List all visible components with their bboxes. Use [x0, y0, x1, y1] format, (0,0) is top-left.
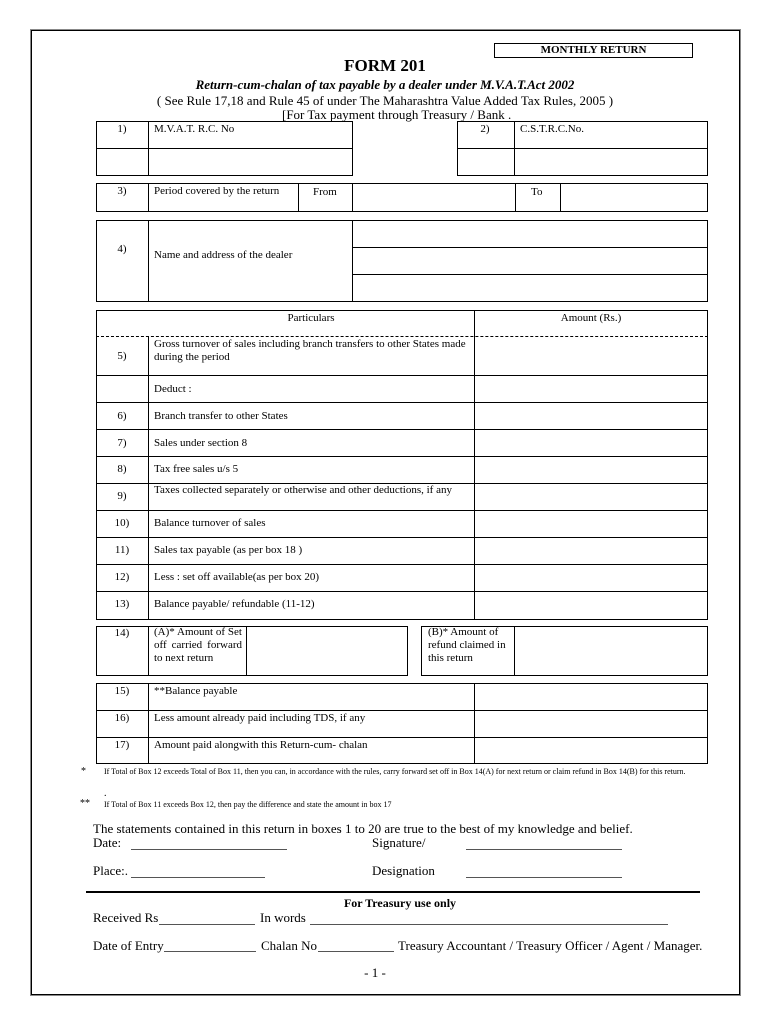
col-particulars: Particulars — [287, 312, 335, 324]
box-14a-text: (A)* Amount of Set off carried forward to next return — [154, 626, 242, 664]
row-7-amount[interactable] — [475, 430, 707, 456]
payment-line: [For Tax payment through Treasury / Bank . — [282, 107, 512, 122]
row-9-amount[interactable] — [475, 484, 707, 510]
date-of-entry-label: Date of Entry — [93, 938, 164, 953]
row-12-number: 12) — [114, 571, 130, 583]
row-5-text: Gross turnover of sales including branch transfers to other States made during the period — [154, 338, 466, 363]
received-label: Received Rs — [93, 910, 159, 925]
row-13-number: 13) — [114, 598, 130, 610]
place-label: Place:. — [93, 863, 129, 878]
date-label: Date: — [93, 835, 122, 850]
row-7-text: Sales under section 8 — [154, 437, 248, 449]
row-6-text: Branch transfer to other States — [154, 410, 288, 422]
form-subtitle: Return-cum-chalan of tax payable by a dealer under M.V.A.T.Act 2002 — [195, 77, 575, 92]
box-2-number: 2) — [480, 123, 490, 135]
rule-line: ( See Rule 17,18 and Rule 45 of under The Maharashtra Value Added Tax Rules, 2005 ) — [156, 93, 614, 108]
period-to-input[interactable] — [561, 184, 707, 211]
row-5-amount[interactable] — [475, 337, 707, 375]
row-16-amount[interactable] — [475, 711, 707, 737]
to-label: To — [531, 186, 543, 198]
treasury-officer-label: Treasury Accountant / Treasury Officer / Agent / Manager. — [398, 938, 703, 953]
box-14-number: 14) — [114, 627, 130, 639]
in-words-label: In words — [260, 910, 306, 925]
deduct-label: Deduct : — [154, 383, 192, 395]
row-10-text: Balance turnover of sales — [154, 517, 266, 529]
row-10-number: 10) — [114, 517, 130, 529]
dealer-name-input-2[interactable] — [353, 248, 707, 274]
box-1-number: 1) — [117, 123, 127, 135]
dealer-name-input-3[interactable] — [353, 275, 707, 301]
box-14a-amount[interactable] — [247, 627, 407, 675]
note-1-marker: * — [81, 766, 86, 777]
in-words-input[interactable] — [310, 924, 668, 925]
row-15-amount[interactable] — [475, 684, 707, 710]
place-input[interactable] — [131, 877, 265, 878]
box-14b-amount[interactable] — [515, 627, 707, 675]
col-amount: Amount (Rs.) — [560, 312, 622, 324]
row-5-number: 5) — [117, 350, 127, 362]
note-1-text: If Total of Box 12 exceeds Total of Box 11, then you can, in accordance with the rules, carry forward set off in Box 14(A) for next return or claim refund in Box 14(B) for this return. — [104, 767, 686, 776]
row-11-text: Sales tax payable (as per box 18 ) — [154, 544, 303, 556]
designation-input[interactable] — [466, 877, 622, 878]
row-13-amount[interactable] — [475, 592, 707, 619]
row-9-number: 9) — [117, 490, 127, 502]
row-8-text: Tax free sales u/s 5 — [154, 463, 239, 475]
row-17-number: 17) — [114, 739, 130, 751]
row-8-number: 8) — [117, 463, 127, 475]
signature-input[interactable] — [466, 849, 622, 850]
declaration-statement: The statements contained in this return in boxes 1 to 20 are true to the best of my knowledge and belief. — [93, 821, 633, 836]
row-17-text: Amount paid alongwith this Return-cum- chalan — [154, 739, 368, 751]
date-input[interactable] — [131, 849, 287, 850]
row-9-text: Taxes collected separately or otherwise and other deductions, if any — [154, 484, 452, 496]
note-2-marker: ** — [80, 798, 90, 809]
row-13-text: Balance payable/ refundable (11-12) — [154, 598, 315, 610]
row-11-amount[interactable] — [475, 538, 707, 564]
row-16-number: 16) — [114, 712, 130, 724]
page-number: - 1 - — [364, 965, 386, 980]
row-15-number: 15) — [114, 685, 130, 697]
row-6-number: 6) — [117, 410, 127, 422]
designation-label: Designation — [372, 863, 435, 878]
dealer-name-input-1[interactable] — [353, 221, 707, 247]
box-3-number: 3) — [117, 185, 127, 197]
date-of-entry-input[interactable] — [164, 951, 256, 952]
row-15-text: **Balance payable — [154, 685, 238, 697]
box-14b-text: (B)* Amount of refund claimed in this return — [428, 626, 506, 664]
cst-rc-label: C.S.T.R.C.No. — [520, 123, 584, 135]
note-2-text: If Total of Box 11 exceeds Box 12, then pay the difference and state the amount in box 17 — [104, 800, 392, 809]
dealer-name-label: Name and address of the dealer — [154, 249, 293, 261]
received-amount-input[interactable] — [159, 924, 255, 925]
row-7-number: 7) — [117, 437, 127, 449]
monthly-return-label: MONTHLY RETURN — [540, 44, 647, 56]
row-12-text: Less : set off available(as per box 20) — [154, 571, 320, 583]
chalan-no-label: Chalan No — [261, 938, 317, 953]
period-label: Period covered by the return — [154, 185, 280, 197]
from-label: From — [313, 186, 337, 198]
cst-rc-input[interactable] — [515, 149, 707, 175]
row-12-amount[interactable] — [475, 565, 707, 591]
row-10-amount[interactable] — [475, 511, 707, 537]
mvat-rc-label: M.V.A.T. R.C. No — [154, 123, 235, 135]
row-16-text: Less amount already paid including TDS, if any — [154, 712, 366, 724]
treasury-title: For Treasury use only — [343, 896, 457, 910]
row-11-number: 11) — [114, 544, 130, 556]
note-dot: . — [104, 788, 107, 799]
treasury-divider — [86, 891, 700, 893]
mvat-rc-input[interactable] — [149, 149, 352, 175]
chalan-no-input[interactable] — [318, 951, 394, 952]
row-6-amount[interactable] — [475, 403, 707, 429]
row-17-amount[interactable] — [475, 738, 707, 763]
row-8-amount[interactable] — [475, 457, 707, 483]
form-title: FORM 201 — [344, 56, 426, 75]
signature-label: Signature/ — [372, 835, 426, 850]
period-from-input[interactable] — [353, 184, 514, 211]
box-4-number: 4) — [117, 243, 127, 255]
